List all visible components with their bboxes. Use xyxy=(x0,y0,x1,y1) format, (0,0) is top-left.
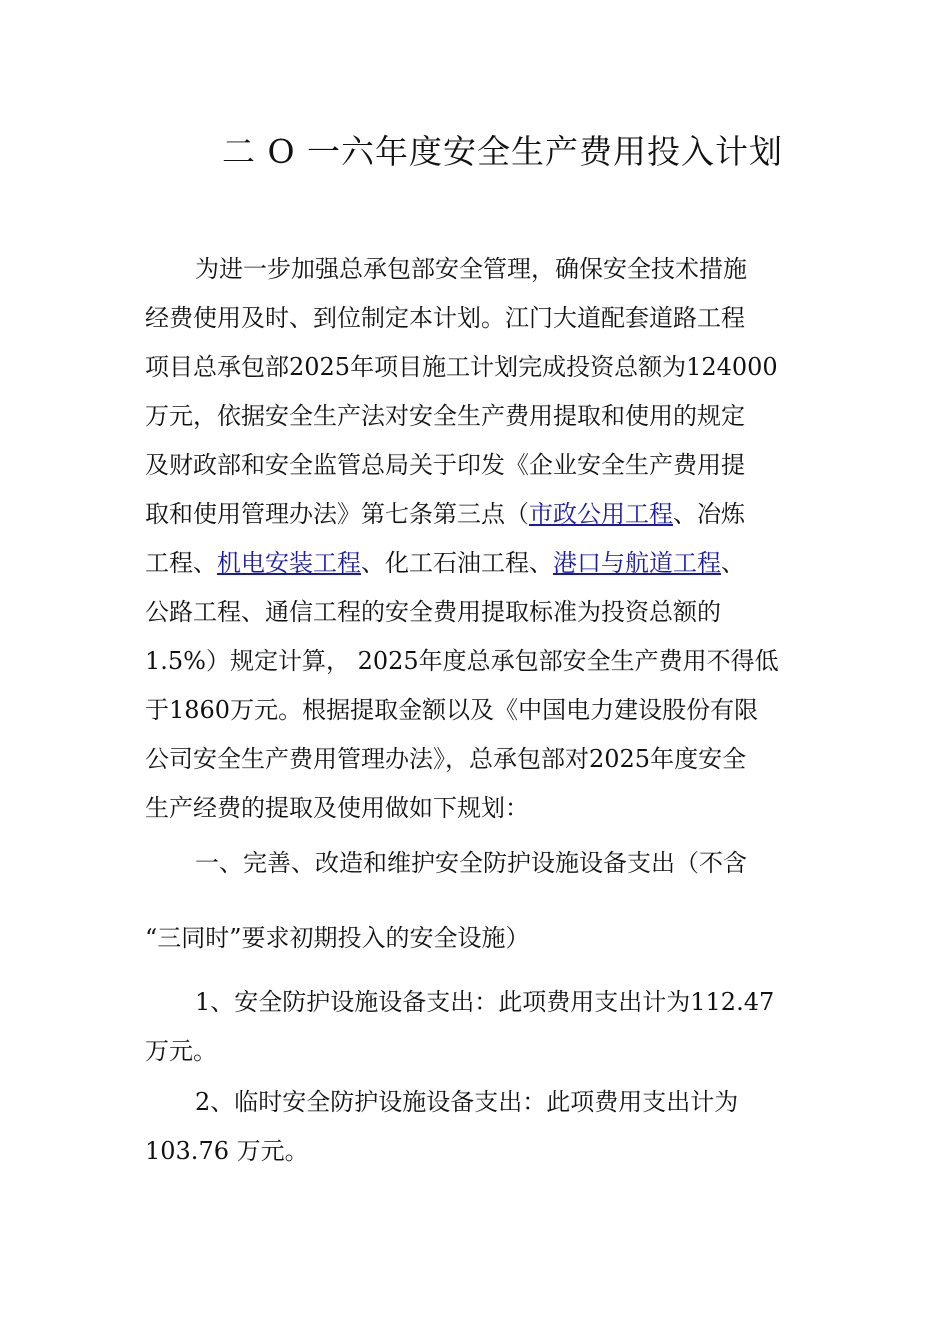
list-item: 1、安全防护设施设备支出：此项费用支出计为112.47 xyxy=(195,988,775,1016)
text-segment: 、冶炼 xyxy=(673,500,745,528)
text-segment: 、化工石油工程、 xyxy=(361,549,553,577)
paragraph-line: 公司安全生产费用管理办法》，总承包部对2025年度安全 xyxy=(145,745,747,773)
section-heading-continued: “三同时”要求初期投入的安全设施） xyxy=(145,924,530,952)
text-segment: 取和使用管理办法》第七条第三点（ xyxy=(145,500,529,528)
link-municipal-engineering[interactable]: 市政公用工程 xyxy=(529,500,673,528)
link-electromechanical-installation[interactable]: 机电安装工程 xyxy=(217,549,361,577)
list-item-continued: 万元。 xyxy=(145,1037,217,1065)
paragraph-line: 万元，依据安全生产法对安全生产费用提取和使用的规定 xyxy=(145,402,745,430)
paragraph-line: 及财政部和安全监管总局关于印发《企业安全生产费用提 xyxy=(145,451,745,479)
paragraph-line: 为进一步加强总承包部安全管理，确保安全技术措施 xyxy=(195,255,747,283)
list-item-continued: 103.76 万元。 xyxy=(145,1137,309,1165)
section-heading: 一、完善、改造和维护安全防护设施设备支出（不含 xyxy=(195,849,747,877)
document-title: 二 O 一六年度安全生产费用投入计划 xyxy=(222,132,784,171)
paragraph-line: 公路工程、通信工程的安全费用提取标准为投资总额的 xyxy=(145,598,721,626)
text-segment: 工程、 xyxy=(145,549,217,577)
paragraph-line: 项目总承包部2025年项目施工计划完成投资总额为124000 xyxy=(145,353,778,381)
paragraph-line: 于1860万元。根据提取金额以及《中国电力建设股份有限 xyxy=(145,696,759,724)
paragraph-line xyxy=(145,498,745,530)
paragraph-line xyxy=(145,547,745,579)
text-segment: 、 xyxy=(721,549,745,577)
paragraph-line: 经费使用及时、到位制定本计划。江门大道配套道路工程 xyxy=(145,304,745,332)
link-port-and-waterway[interactable]: 港口与航道工程 xyxy=(553,549,721,577)
paragraph-line: 生产经费的提取及使用做如下规划： xyxy=(145,794,529,822)
list-item: 2、临时安全防护设施设备支出：此项费用支出计为 xyxy=(195,1088,739,1116)
paragraph-line: 1.5%）规定计算， 2025年度总承包部安全生产费用不得低 xyxy=(145,647,779,675)
